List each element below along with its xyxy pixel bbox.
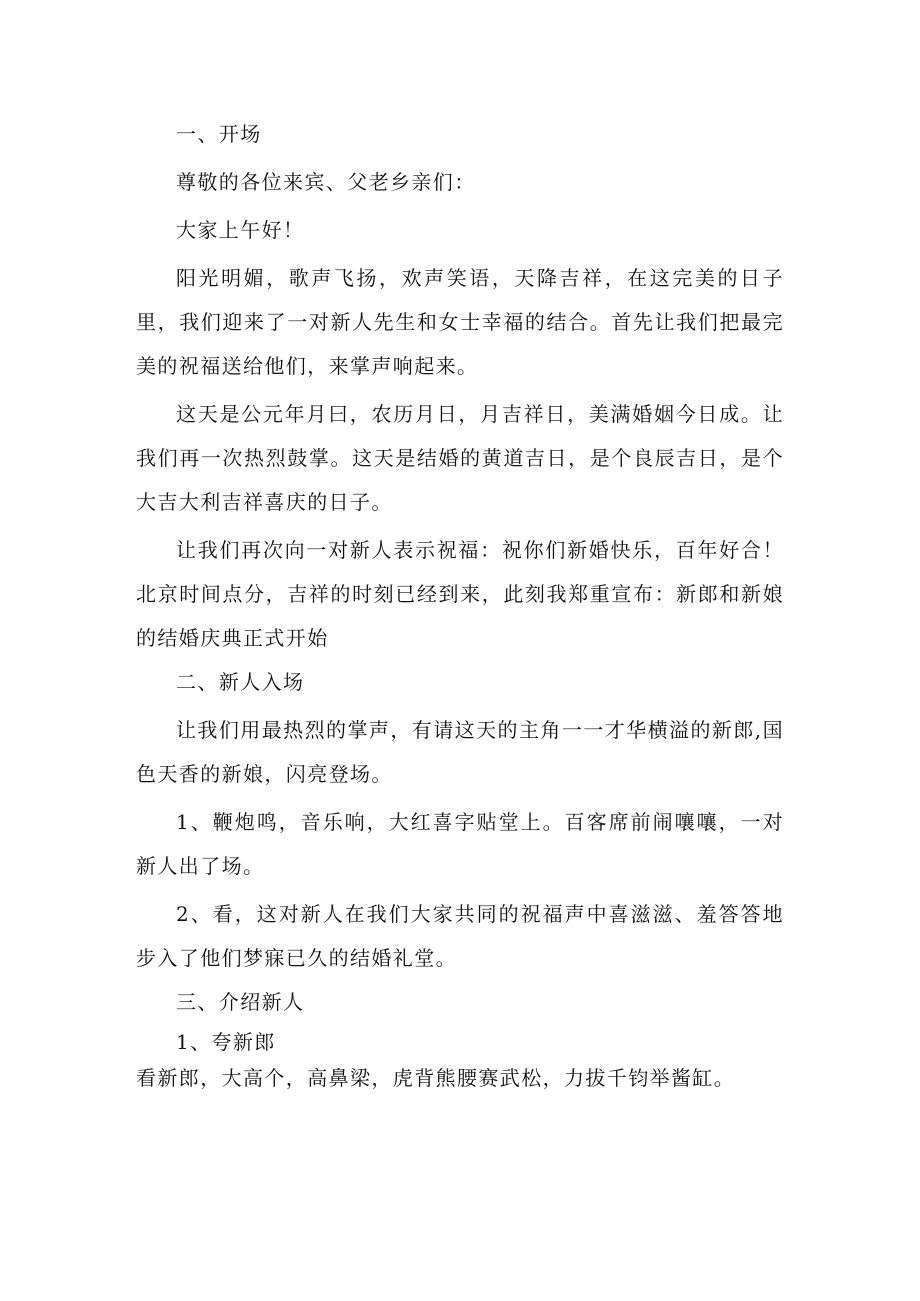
paragraph-opening-1: 阳光明媚，歌声飞扬，欢声笑语，天降吉祥，在这完美的日子里，我们迎来了一对新人先生和女士幸福的结合。首先让我们把最完美的祝福送给他们，来掌声响起来。 [136,266,784,378]
paragraph-opening-2: 这天是公元年月曰，农历月日，月吉祥日，美满婚姻今日成。让我们再一次热烈鼓掌。这天是结婚的黄道吉日，是个良辰吉日，是个大吉大利吉祥喜庆的日子。 [136,402,784,514]
paragraph-entrance-2: 1、鞭炮鸣，音乐响，大红喜字贴堂上。百客席前闹嚷嚷，一对新人出了场。 [136,810,784,878]
paragraph-entrance-1: 让我们用最热烈的掌声，有请这天的主角一一才华横溢的新郎,国色天香的新娘，闪亮登场。 [136,718,784,786]
paragraph-entrance-3: 2、看，这对新人在我们大家共同的祝福声中喜滋滋、羞答答地步入了他们梦寐已久的结婚礼堂。 [136,902,784,970]
salutation: 尊敬的各位来宾、父老乡亲们： [176,170,476,194]
section-heading-opening: 一、开场 [176,122,262,146]
section-heading-entrance: 二、新人入场 [176,670,305,694]
paragraph-praise-groom: 看新郎，大高个，高鼻梁，虎背熊腰赛武松，力拔千钧举酱缸。 [136,1066,736,1090]
paragraph-opening-3: 让我们再次向一对新人表示祝福：祝你们新婚快乐，百年好合！北京时间点分，吉祥的时刻已经到来，此刻我郑重宣布：新郎和新娘的结婚庆典正式开始 [136,538,784,650]
subheading-praise-groom: 1、夸新郎 [176,1030,276,1054]
section-heading-introduction: 三、介绍新人 [176,990,305,1014]
greeting: 大家上午好！ [176,218,305,242]
document-body [136,112,784,1096]
